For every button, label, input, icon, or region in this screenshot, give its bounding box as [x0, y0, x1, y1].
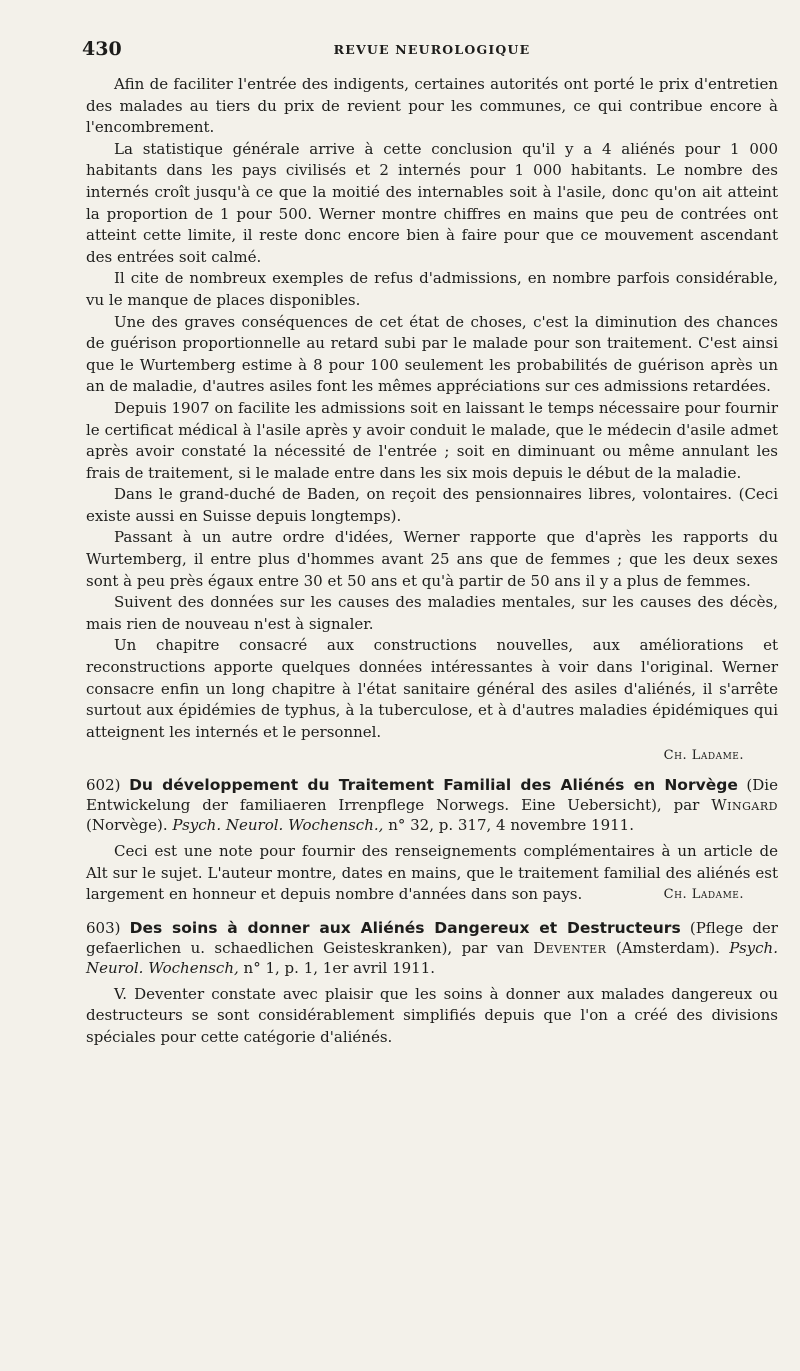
entry-title: Des soins à donner aux Aliénés Dangereux et Destructeurs [129, 918, 681, 937]
paragraph-4: Une des graves conséquences de cet état de choses, c'est la diminution des chances de guérison proportionnelle au retard subi par le malade pour son traitement. C'est ainsi que le Wurtemberg estime à 8 pour 100 seulement les probabilités de guérison après un an de maladie, d'autres asiles font les mêmes appréciations sur ces admissions retardées. [86, 312, 778, 396]
author-place: (Amsterdam). [615, 938, 720, 957]
by-word: par [673, 796, 700, 814]
entry-title: Du développement du Traitement Familial des Aliénés en Norvège [129, 776, 738, 794]
running-head [82, 34, 778, 64]
entry-body [86, 984, 778, 1049]
paragraph-7: Passant à un autre ordre d'idées, Werner rapporte que d'après les rapports du Wurtemberg, il entre plus d'hommes avant 25 ans que de femmes ; que les deux sexes sont à peu près égaux entre 30 et 50 ans et qu'à partir de 50 ans il y a plus de femmes. [86, 528, 778, 590]
journal-name: Psych. Neurol. Wochensch., [172, 816, 384, 834]
journal-name: Psych. Neurol. Wochensch, [86, 938, 778, 977]
review-entry-602 [86, 775, 778, 906]
paragraph-2: La statistique générale arrive à cette conclusion qu'il y a 4 aliénés pour 1 000 habitants dans les pays civilisés et 2 internés pour 1 000 habitants. Le nombre des internés croît jusqu'à ce que la moitié des internables soit à l'asile, donc qu'on ait atteint la proportion de 1 pour 500. Werner montre chiffres en mains que peu de contrées ont atteint cette limite, il reste donc encore bien à faire pour que ce mouvement ascendant des entrées soit calmé. [86, 139, 778, 266]
entry-body [86, 841, 778, 906]
author-country: (Norvège). [86, 816, 168, 834]
entry-number: 602) [86, 776, 121, 794]
paragraph-8: Suivent des données sur les causes des maladies mentales, sur les causes des décès, mais rien de nouveau n'est à signaler. [86, 593, 778, 633]
paragraph-3: Il cite de nombreux exemples de refus d'admissions, en nombre parfois considérable, vu le manque de places disponibles. [86, 269, 778, 309]
entry-paragraph: V. Deventer constate avec plaisir que les soins à donner aux malades dangereux ou destructeurs se sont considérablement simplifiés depuis que l'on a créé des divisions spéciales pour cette catégorie d'aliénés. [86, 984, 778, 1046]
page-number: 430 [82, 38, 122, 60]
review-body [86, 74, 778, 767]
entry-number: 603) [86, 918, 121, 937]
paragraph-5: Depuis 1907 on facilite les admissions soit en laissant le temps nécessaire pour fournir le certificat médical à l'asile après y avoir conduit le malade, que le médecin d'asile admet après avoir constaté la nécessité de l'entrée ; soit en diminuant ou même annulant les frais de traitement, si le malade entre dans les six mois depuis le début de la maladie. [86, 398, 778, 482]
author-name: Deventer [533, 938, 607, 957]
paragraph-6: Dans le grand-duché de Baden, on reçoit des pensionnaires libres, volontaires. (Ceci existe aussi en Suisse depuis longtemps). [86, 485, 778, 525]
author-name: Wingard [711, 796, 778, 814]
citation: n° 1, p. 1, 1er avril 1911. [243, 958, 436, 977]
original-title: (Pflege der gefaerlichen u. schaedlichen Geisteskranken), par van [86, 918, 778, 957]
entry-heading [86, 918, 778, 978]
citation: n° 32, p. 317, 4 novembre 1911. [388, 816, 634, 834]
entry-paragraph [86, 841, 778, 906]
entry-heading [86, 775, 778, 835]
journal-title: REVUE NEUROLOGIQUE [333, 42, 531, 57]
entry-text: Ceci est une note pour fournir des renseignements complémentaires à un article de Alt sur le sujet. L'auteur montre, dates en mains, que le traitement familial des aliénés est largement en honneur et depuis nombre d'années dans son pays. [86, 842, 778, 904]
original-title: (Die Entwickelung der familiaeren Irrenpflege Norwegs. Eine Uebersicht), [86, 776, 778, 814]
reviewer-signature: Ch. Ladame. [663, 887, 744, 903]
paragraph-9: Un chapitre consacré aux constructions nouvelles, aux améliorations et reconstructions apporte quelques données intéressantes à voir dans l'original. Werner consacre enfin un long chapitre à l'état sanitaire général des asiles d'aliénés, il s'arrête surtout aux épidémies de typhus, à la tuberculose, et à d'autres maladies épidémiques qui atteignent les internés et le personnel. [86, 636, 778, 741]
review-entry-603 [86, 918, 778, 1049]
reviewer-signature: Ch. Ladame. [663, 748, 744, 764]
paragraph-1: Afin de faciliter l'entrée des indigents, certaines autorités ont porté le prix d'entretien des malades au tiers du prix de revient pour les communes, ce qui contribue encore à l'encombrement. [86, 75, 778, 137]
